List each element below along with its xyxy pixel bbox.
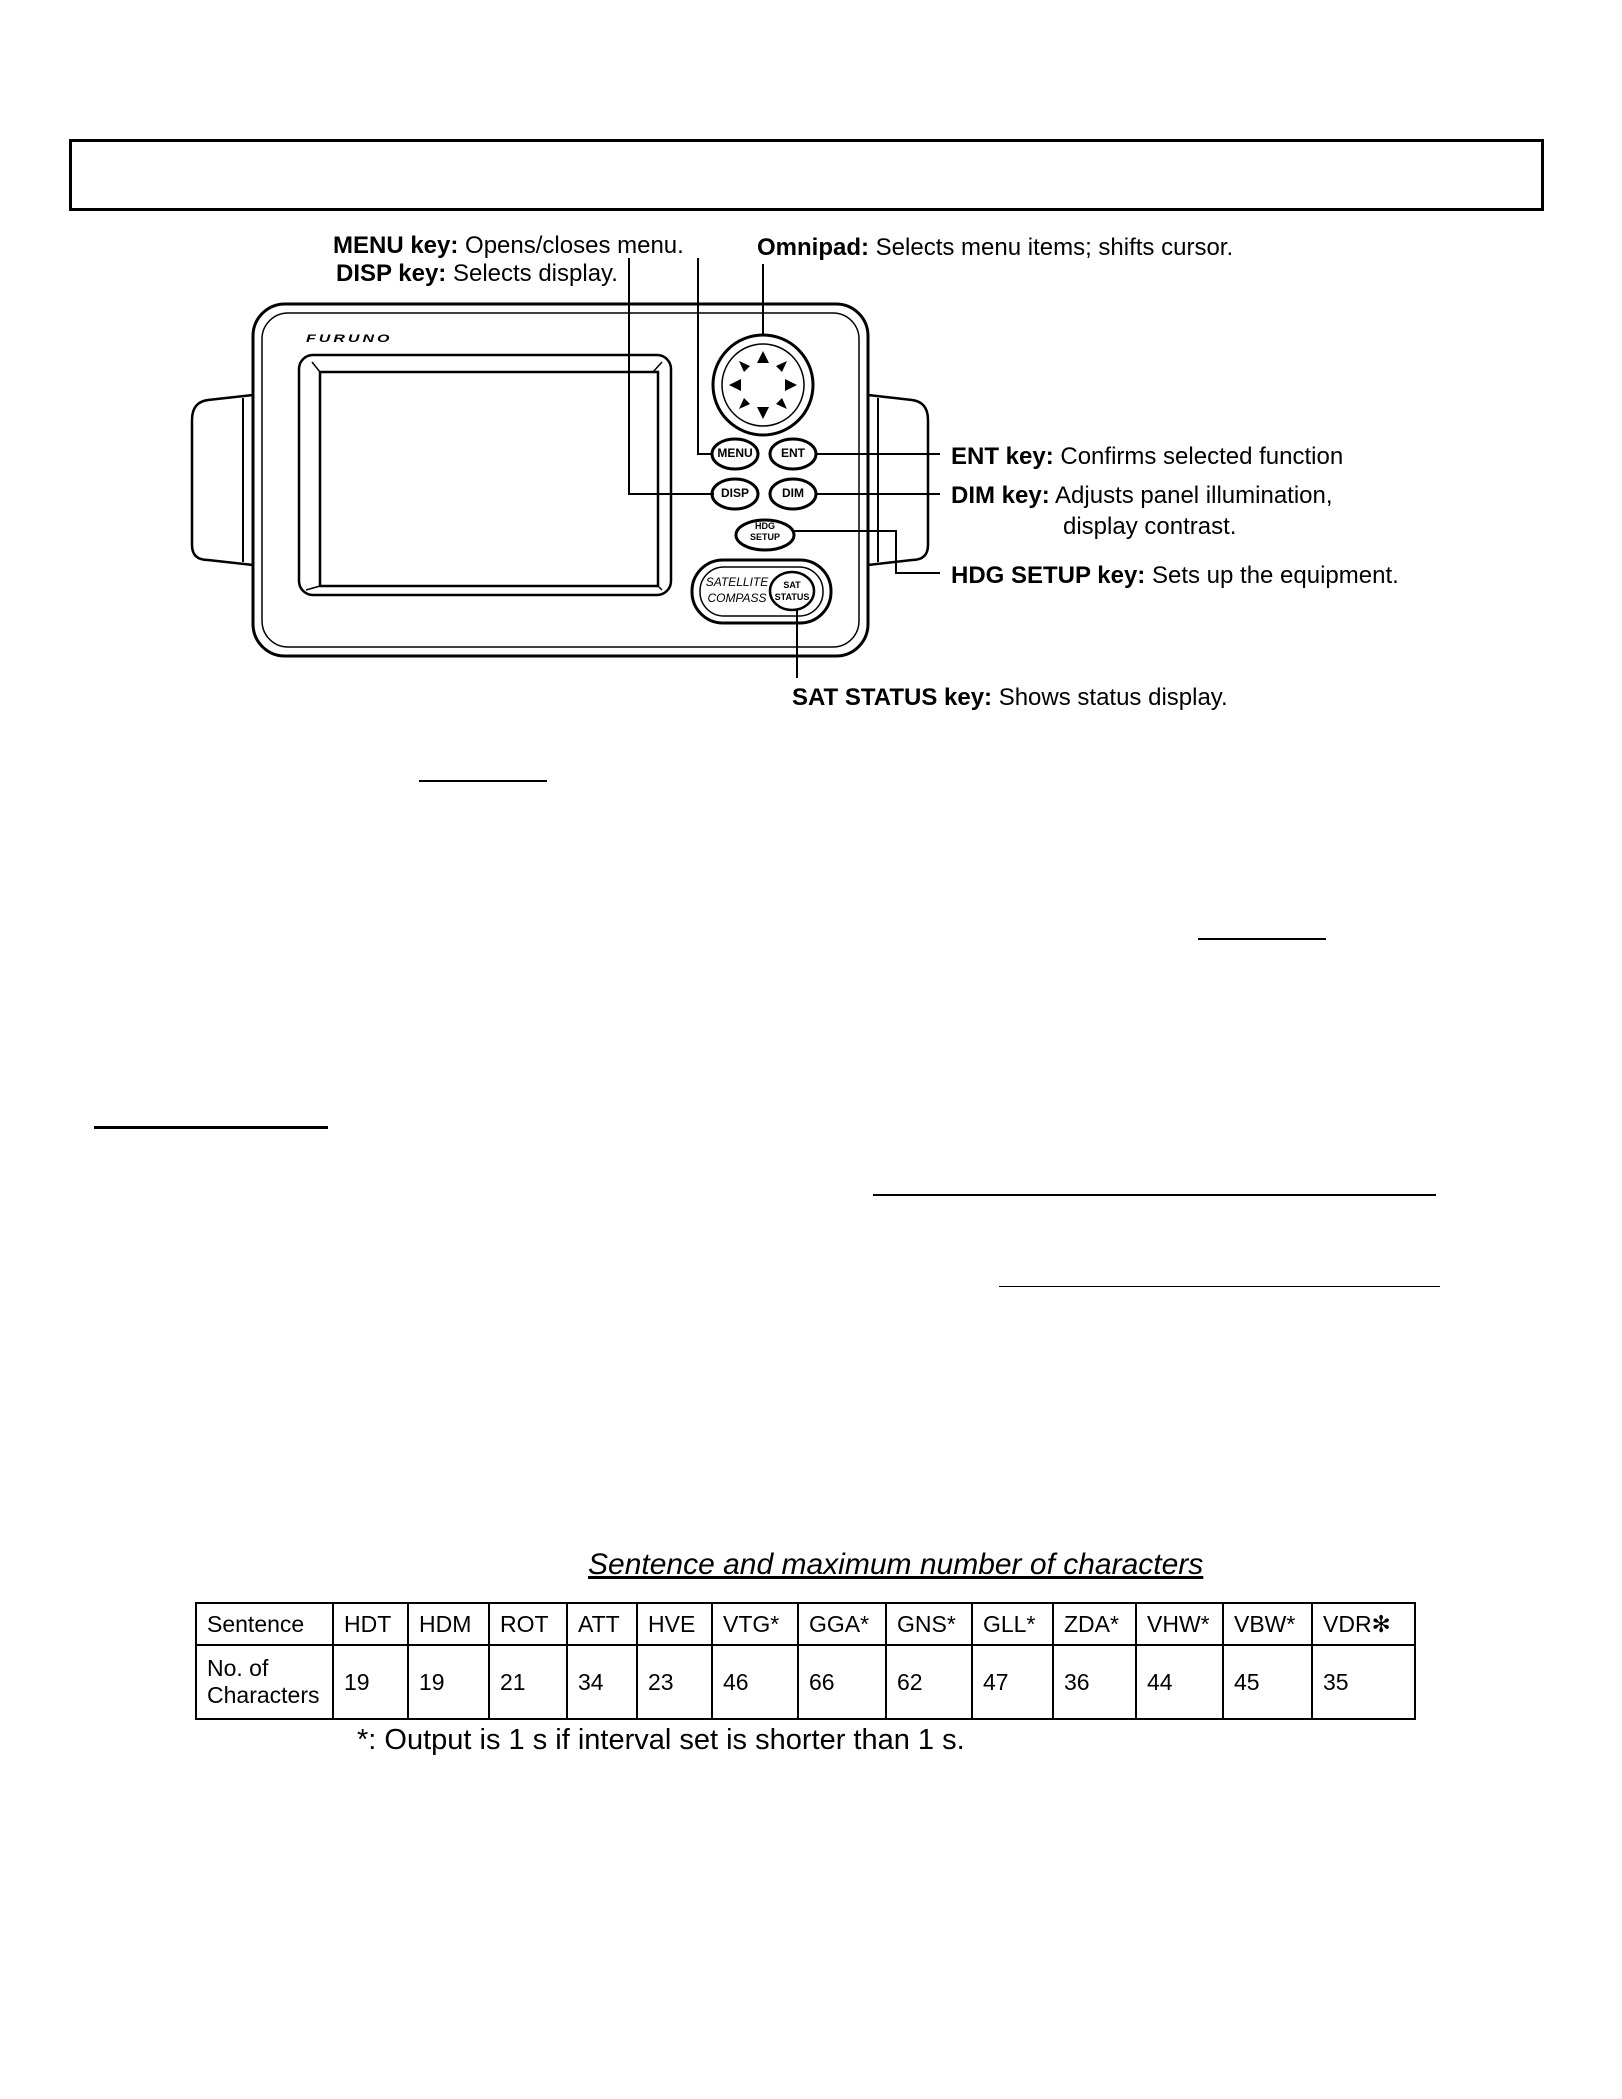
underline-rule (873, 1194, 1436, 1196)
dim-key-desc: Adjusts panel illumination, (1049, 482, 1333, 509)
disp-button[interactable]: DISP (720, 486, 749, 500)
hdg-setup-callout (951, 561, 1399, 591)
hdg-setup-key-desc: Sets up the equipment. (1145, 562, 1399, 589)
hdg-setup-key-name: HDG SETUP key: (951, 562, 1146, 589)
table-cell: 44 (1136, 1645, 1223, 1719)
table-cell: 21 (489, 1645, 567, 1719)
table-title: Sentence and maximum number of characters (588, 1548, 1204, 1581)
sat-status-label-1: SAT (783, 580, 801, 590)
dim-key-callout (951, 481, 1333, 511)
disp-key-desc: Selects display. (446, 260, 618, 287)
table-header-cell: VDR✻ (1312, 1603, 1415, 1645)
sat-status-callout (792, 683, 1228, 713)
omnipad-desc: Selects menu items; shifts cursor. (869, 234, 1234, 261)
underline-rule (419, 780, 547, 782)
underline-rule (999, 1286, 1440, 1287)
dim-button[interactable]: DIM (782, 486, 804, 500)
menu-key-callout (333, 231, 684, 261)
brand-logo: FURUNO (306, 333, 393, 345)
table-header-cell: GGA* (798, 1603, 886, 1645)
sat-status-key-name: SAT STATUS key: (792, 684, 993, 711)
table-header-row (196, 1603, 1415, 1645)
sat-status-key-desc: Shows status display. (992, 684, 1228, 711)
table-header-cell: HVE (637, 1603, 712, 1645)
table-cell: 66 (798, 1645, 886, 1719)
table-header-cell: VBW* (1223, 1603, 1312, 1645)
table-header-cell: VTG* (712, 1603, 798, 1645)
ent-key-callout (951, 442, 1343, 472)
dim-key-name: DIM key: (951, 482, 1050, 509)
table-cell: 62 (886, 1645, 972, 1719)
table-header-cell: ROT (489, 1603, 567, 1645)
table-cell: 46 (712, 1645, 798, 1719)
menu-key-name: MENU key: (333, 232, 459, 259)
table-cell: 35 (1312, 1645, 1415, 1719)
table-header-cell: ATT (567, 1603, 637, 1645)
hdg-setup-label-2: SETUP (749, 532, 780, 542)
table-cell: 19 (333, 1645, 408, 1719)
menu-button[interactable]: MENU (717, 446, 753, 460)
table-header-cell: Sentence (196, 1603, 333, 1645)
hdg-setup-label-1: HDG (755, 521, 775, 531)
sat-status-button[interactable] (770, 579, 814, 603)
table-footnote: *: Output is 1 s if interval set is shorter than 1 s. (357, 1724, 965, 1756)
table-header-cell: GLL* (972, 1603, 1053, 1645)
underline-rule (1198, 938, 1326, 940)
hdg-setup-button[interactable] (736, 521, 794, 543)
table-row (196, 1645, 1415, 1719)
table-header-cell: ZDA* (1053, 1603, 1136, 1645)
table-cell: 45 (1223, 1645, 1312, 1719)
row-label-line-2: Characters (207, 1682, 320, 1708)
ent-key-name: ENT key: (951, 443, 1054, 470)
row-label-line-1: No. of (207, 1655, 269, 1681)
device-diagram (0, 0, 1622, 760)
disp-key-callout (336, 259, 618, 289)
sat-label-1: SATELLITE (705, 575, 769, 589)
sentence-table (195, 1602, 1416, 1720)
table-row-label (196, 1645, 333, 1719)
sat-label-2: COMPASS (707, 591, 767, 605)
dim-key-desc-2: display contrast. (1063, 513, 1237, 540)
table-cell: 23 (637, 1645, 712, 1719)
disp-key-name: DISP key: (336, 260, 447, 287)
table-cell: 47 (972, 1645, 1053, 1719)
ent-button[interactable]: ENT (781, 446, 805, 460)
sat-status-label-2: STATUS (774, 592, 810, 602)
table-header-cell: HDM (408, 1603, 489, 1645)
underline-rule (94, 1126, 328, 1129)
table-cell: 34 (567, 1645, 637, 1719)
satellite-compass-label (704, 574, 770, 606)
menu-key-desc: Opens/closes menu. (458, 232, 684, 259)
table-cell: 19 (408, 1645, 489, 1719)
omnipad (713, 335, 813, 435)
table-cell: 36 (1053, 1645, 1136, 1719)
table-header-cell: VHW* (1136, 1603, 1223, 1645)
omnipad-callout (757, 233, 1233, 263)
lcd-screen (320, 372, 658, 586)
ent-key-desc: Confirms selected function (1053, 443, 1344, 470)
omnipad-name: Omnipad: (757, 234, 869, 261)
table-header-cell: HDT (333, 1603, 408, 1645)
table-header-cell: GNS* (886, 1603, 972, 1645)
